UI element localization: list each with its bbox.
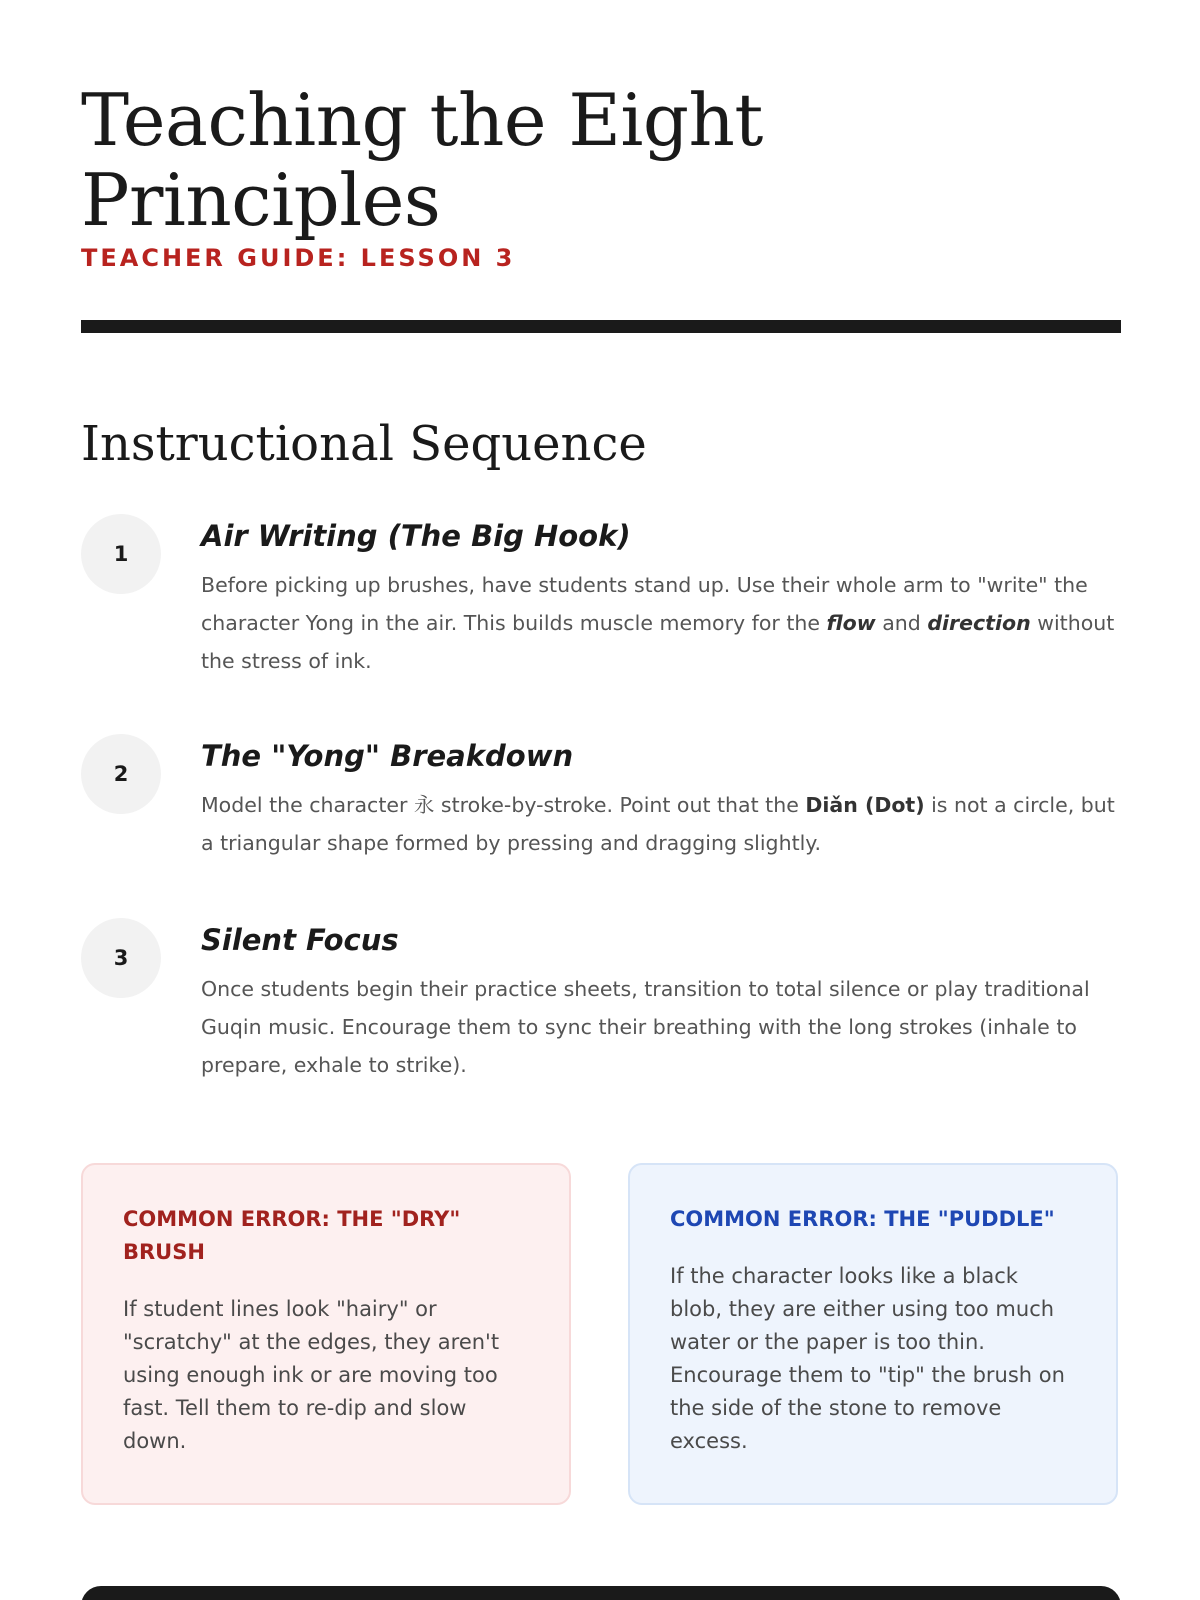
error-card-text: If student lines look "hairy" or "scratchy" at the edges, they aren't using enough ink or are moving too fast. Tell them to re-dip and slow down.: [123, 1297, 500, 1453]
step-heading: The "Yong" Breakdown: [201, 739, 574, 773]
error-card-puddle: [628, 1163, 1118, 1505]
step-text-part: and: [875, 611, 928, 635]
error-card-text: If the character looks like a black blob, they are either using too much water or the paper is too thin. Encourage them to "tip" the brush on the side of the stone to remove excess.: [670, 1264, 1065, 1453]
term-dian-dot: Diǎn (Dot): [805, 793, 925, 817]
step-number-badge: 3: [81, 918, 161, 998]
emphasis-direction: direction: [927, 611, 1031, 635]
step-heading: Silent Focus: [201, 923, 399, 957]
page-title: Teaching the Eight Principles: [81, 78, 763, 242]
error-card-title: COMMON ERROR: THE "DRY" BRUSH: [123, 1207, 461, 1264]
step-body: [201, 918, 1121, 1084]
step-description: [201, 566, 1121, 680]
error-card-dry-brush: [81, 1163, 571, 1505]
step-description: [201, 786, 1121, 862]
step-body: [201, 514, 1121, 680]
step-text-part: is not a circle, but a triangular shape formed by pressing and dragging slightly.: [201, 793, 1115, 855]
step-text-part: Before picking up brushes, have students stand up. Use their whole arm to "write" the character Yong in the air. This builds muscle memory for the: [201, 573, 1088, 635]
step-number-badge: 1: [81, 514, 161, 594]
step-body: [201, 734, 1121, 862]
emphasis-flow: flow: [826, 611, 876, 635]
step-description: Once students begin their practice sheets, transition to total silence or play traditional Guqin music. Encourage them to sync their breathing with the long strokes (inhale to prepare, exhale to strike).: [201, 977, 1090, 1077]
page-subtitle: TEACHER GUIDE: LESSON 3: [81, 244, 516, 272]
error-card-title: COMMON ERROR: THE "PUDDLE": [670, 1207, 1055, 1231]
header-divider: [81, 320, 1121, 333]
section-title: Instructional Sequence: [81, 416, 647, 472]
step-number-badge: 2: [81, 734, 161, 814]
step-heading: Air Writing (The Big Hook): [201, 519, 631, 553]
step-text-part: without the stress of ink.: [201, 611, 1115, 673]
step-text-part: Model the character 永 stroke-by-stroke. Point out that the: [201, 793, 806, 817]
footer-bar: [81, 1586, 1121, 1600]
